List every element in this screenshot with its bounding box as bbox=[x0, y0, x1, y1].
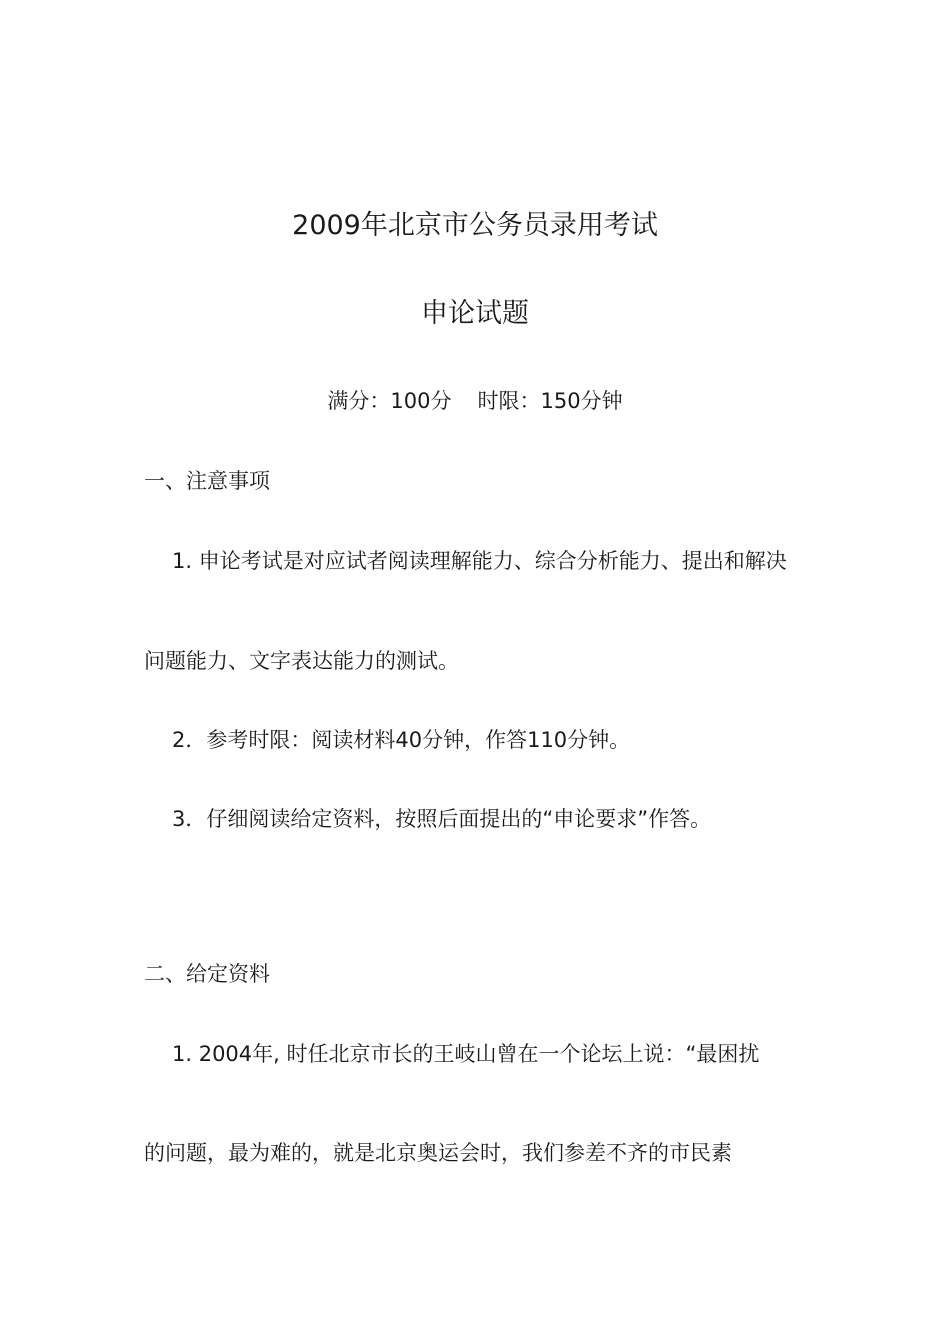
exam-meta bbox=[0, 386, 950, 416]
notes-item-3: 3．仔细阅读给定资料，按照后面提出的“申论要求”作答。 bbox=[172, 807, 712, 831]
materials-item-1-line-1: 1. 2004年, 时任北京市长的王岐山曾在一个论坛上说：“最困扰 bbox=[172, 1042, 760, 1066]
time-limit-text: 时限：150分钟 bbox=[477, 389, 623, 413]
score-text: 满分：100分 bbox=[327, 389, 452, 413]
notes-item-1-line-2: 问题能力、文字表达能力的测试。 bbox=[144, 649, 459, 673]
page-subtitle: 申论试题 bbox=[421, 298, 529, 329]
section-heading-materials: 二、给定资料 bbox=[144, 962, 270, 986]
page-title: 2009年北京市公务员录用考试 bbox=[292, 210, 658, 241]
materials-item-1-line-2: 的问题，最为难的，就是北京奥运会时，我们参差不齐的市民素 bbox=[144, 1141, 732, 1165]
notes-item-1-line-1: 1. 申论考试是对应试者阅读理解能力、综合分析能力、提出和解决 bbox=[172, 549, 787, 573]
section-heading-notes: 一、注意事项 bbox=[144, 469, 270, 493]
notes-item-2: 2．参考时限：阅读材料40分钟，作答110分钟。 bbox=[172, 728, 631, 752]
